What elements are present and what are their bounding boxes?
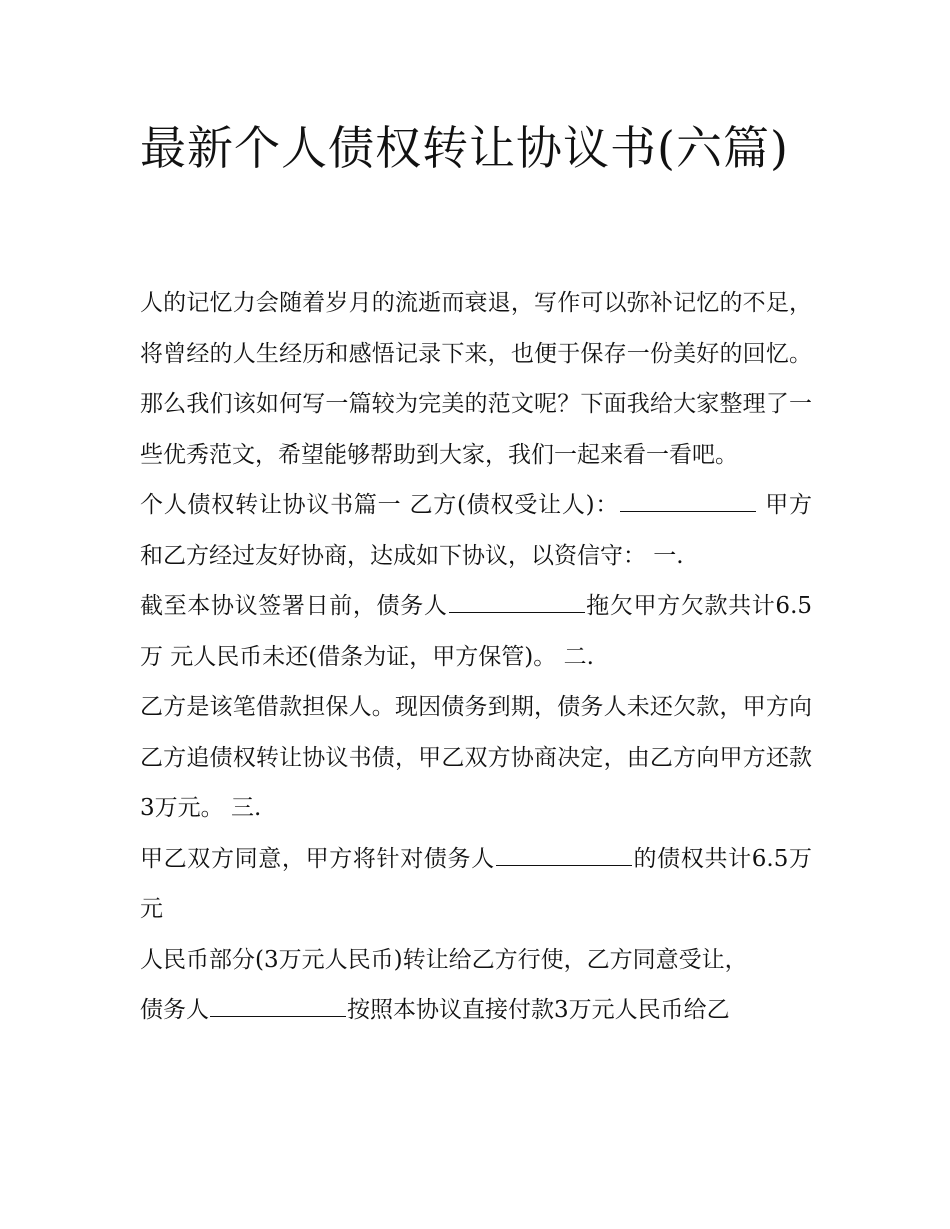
intro-paragraph: 人的记忆力会随着岁月的流逝而衰退，写作可以弥补记忆的不足，将曾经的人生经历和感悟记录下来，也便于保存一份美好的回忆。那么我们该如何写一篇较为完美的范文呢？下面我给大家整理了一些优秀范文，希望能够帮助到大家，我们一起来看一看吧。	[140, 290, 812, 468]
document-body	[140, 278, 812, 1036]
clause-three-text-b: 的债权共计6.5万元	[140, 845, 813, 922]
clause-one-text-a: 截至本协议签署日前，债务人	[140, 593, 448, 619]
clause-intro-text-b: 甲方和乙方经过友好协商，达成如下协议，以资信守： 一.	[140, 492, 813, 569]
debtor-name-blank-3	[210, 992, 346, 1017]
debtor-name-blank-2	[496, 840, 632, 865]
clause-intro-text-a: 个人债权转让协议书篇一 乙方(债权受让人)：	[140, 492, 620, 518]
clause-intro-paragraph	[140, 480, 812, 581]
payment-text-b: 按照本协议直接付款3万元人民币给乙	[347, 997, 730, 1023]
transfer-line: 人民币部分(3万元人民币)转让给乙方行使，乙方同意受让，	[140, 946, 748, 973]
clause-three-text-a: 甲乙双方同意，甲方将针对债务人	[140, 845, 495, 872]
assignee-name-blank	[620, 487, 756, 512]
clause-one-paragraph	[140, 581, 812, 682]
document-title: 最新个人债权转让协议书(六篇)	[140, 121, 789, 175]
debtor-name-blank	[449, 588, 585, 613]
payment-line	[140, 985, 812, 1036]
payment-text-a: 债务人	[140, 997, 209, 1023]
clause-one-text-b: 拖欠甲方欠款共计6.5万 元人民币未还(借条为证，甲方保管)。 二.	[140, 593, 813, 670]
clause-three-paragraph	[140, 834, 812, 935]
clause-two-paragraph: 乙方是该笔借款担保人。现因债务到期，债务人未还欠款，甲方向乙方追债权转让协议书债，甲乙双方协商决定，由乙方向甲方还款3万元。 三.	[140, 694, 812, 821]
